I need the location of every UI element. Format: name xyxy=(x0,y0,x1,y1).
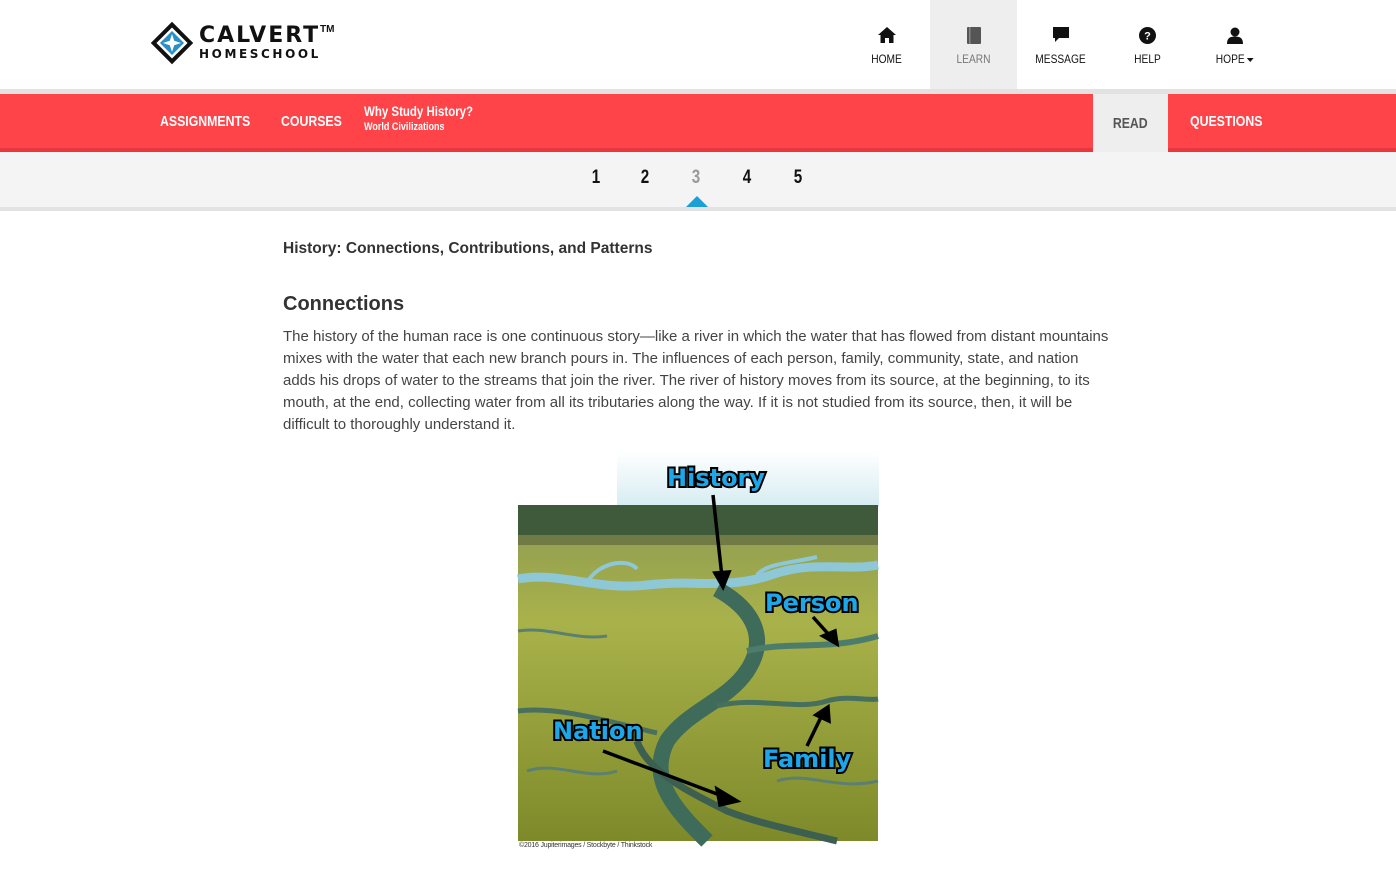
body-paragraph: The history of the human race is one continuous story—like a river in which the water that has flowed from distant mountains mixes with the water that each new branch pours in. The influences of each person, family, community, state, and nation adds his drops of water to the streams that join the river. The river of history moves from its source, at the beginning, to its mouth, at the end, collecting water from all its tributaries along the way. If it is not studied from its source, then, it will be difficult to thoroughly understand it. xyxy=(283,328,1109,433)
nav-user[interactable] xyxy=(1191,0,1278,89)
nav-message[interactable] xyxy=(1017,0,1104,89)
label-nation: Nation xyxy=(553,717,643,745)
nav-learn-label: LEARN xyxy=(956,52,991,66)
page-link-1[interactable]: 1 xyxy=(591,167,601,188)
course-name: World Civilizations xyxy=(364,121,445,133)
top-header xyxy=(0,0,1396,89)
tab-questions-label: QUESTIONS xyxy=(1190,112,1263,130)
nav-home-label: HOME xyxy=(871,52,902,66)
nav-help[interactable] xyxy=(1104,0,1191,89)
river-aerial-illustration xyxy=(517,451,879,851)
user-icon xyxy=(1191,25,1278,45)
calvert-logo-icon xyxy=(150,21,194,65)
lesson-title: Why Study History? xyxy=(364,103,474,119)
page-link-3[interactable]: 3 xyxy=(691,167,701,188)
page-link-5[interactable]: 5 xyxy=(793,167,803,188)
lesson-breadcrumb[interactable] xyxy=(364,103,497,133)
nav-home[interactable] xyxy=(843,0,930,89)
section-heading: Connections xyxy=(283,293,405,315)
nav-user-label xyxy=(1198,52,1272,66)
label-person: Person xyxy=(765,589,859,617)
brand-name: CALVERT xyxy=(199,23,321,48)
document-title: History: Connections, Contributions, and Patterns xyxy=(283,240,653,257)
nav-message-label: MESSAGE xyxy=(1035,52,1086,66)
tab-read-label: READ xyxy=(1113,114,1148,132)
label-history: History xyxy=(667,464,766,492)
book-icon xyxy=(930,25,1017,45)
nav-help-label: HELP xyxy=(1134,52,1161,66)
lesson-toolbar xyxy=(0,94,1396,152)
home-icon xyxy=(843,25,930,45)
assignments-label: ASSIGNMENTS xyxy=(160,112,251,130)
tab-questions[interactable] xyxy=(1190,94,1278,148)
chat-icon xyxy=(1017,25,1104,45)
courses-link[interactable] xyxy=(281,94,355,148)
reading-content xyxy=(283,238,1113,436)
page-link-2[interactable]: 2 xyxy=(640,167,650,188)
svg-text:?: ? xyxy=(1144,30,1151,42)
calvert-logo[interactable] xyxy=(150,21,340,67)
assignments-link[interactable] xyxy=(160,94,270,148)
label-family: Family xyxy=(763,745,852,773)
image-credit: ©2016 Jupiterimages / Stockbyte / Thinkstock xyxy=(519,842,653,849)
help-icon xyxy=(1104,25,1191,45)
trademark: TM xyxy=(320,24,335,35)
brand-subname: HOMESCHOOL xyxy=(199,47,321,61)
tab-read[interactable] xyxy=(1093,94,1168,152)
page-link-4[interactable]: 4 xyxy=(742,167,752,188)
user-name: HOPE xyxy=(1215,52,1245,66)
chevron-down-icon xyxy=(1246,58,1253,62)
river-diagram-image xyxy=(517,451,879,851)
current-page-indicator xyxy=(686,196,708,207)
nav-learn[interactable] xyxy=(930,0,1017,89)
courses-label: COURSES xyxy=(281,112,342,130)
